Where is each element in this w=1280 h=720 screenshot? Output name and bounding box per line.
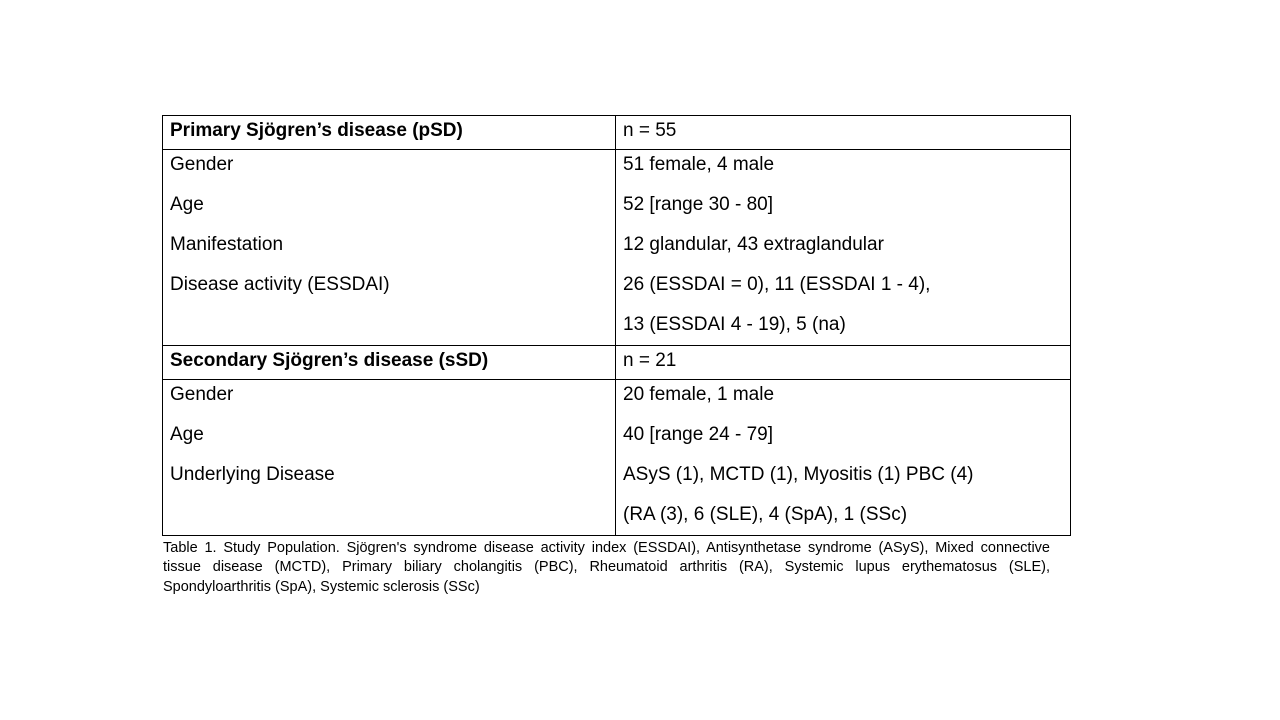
ssd-label-age: Age xyxy=(170,424,204,445)
psd-value-disease-activity-1: 26 (ESSDAI = 0), 11 (ESSDAI 1 - 4), xyxy=(623,274,931,295)
psd-value-disease-activity-2: 13 (ESSDAI 4 - 19), 5 (na) xyxy=(623,314,846,335)
psd-values-cell xyxy=(616,150,1071,346)
ssd-value-underlying-disease-1: ASyS (1), MCTD (1), Myositis (1) PBC (4) xyxy=(623,464,974,485)
table-caption: Table 1. Study Population. Sjögren's syndrome disease activity index (ESSDAI), Antisynthetase syndrome (ASyS), Mixed connective tissue disease (MCTD), Primary biliary cholangitis (PBC), Rheumatoid arthritis (RA), Systemic lupus erythematosus (SLE), Spondyloarthritis (SpA), Systemic sclerosis (SSc) xyxy=(163,540,1050,595)
section-title-ssd: Secondary Sjögren’s disease (sSD) xyxy=(163,346,616,380)
psd-value-gender: 51 female, 4 male xyxy=(623,154,775,175)
psd-label-gender: Gender xyxy=(170,154,234,175)
psd-value-age: 52 [range 30 - 80] xyxy=(623,194,773,215)
study-population-table xyxy=(162,115,1071,536)
psd-value-manifestation: 12 glandular, 43 extraglandular xyxy=(623,234,884,255)
section-count-ssd: n = 21 xyxy=(616,346,1071,380)
psd-label-manifestation: Manifestation xyxy=(170,234,284,255)
psd-label-age: Age xyxy=(170,194,204,215)
ssd-label-gender: Gender xyxy=(170,384,234,405)
ssd-value-underlying-disease-2: (RA (3), 6 (SLE), 4 (SpA), 1 (SSc) xyxy=(623,504,908,525)
psd-labels-cell xyxy=(163,150,616,346)
ssd-value-gender: 20 female, 1 male xyxy=(623,384,775,405)
ssd-labels-cell xyxy=(163,380,616,536)
ssd-values-cell xyxy=(616,380,1071,536)
ssd-label-underlying-disease: Underlying Disease xyxy=(170,464,335,485)
psd-label-disease-activity: Disease activity (ESSDAI) xyxy=(170,274,390,295)
ssd-value-age: 40 [range 24 - 79] xyxy=(623,424,773,445)
section-body-ssd xyxy=(163,380,1071,536)
section-title-psd: Primary Sjögren’s disease (pSD) xyxy=(163,116,616,150)
section-body-psd xyxy=(163,150,1071,346)
section-count-psd: n = 55 xyxy=(616,116,1071,150)
